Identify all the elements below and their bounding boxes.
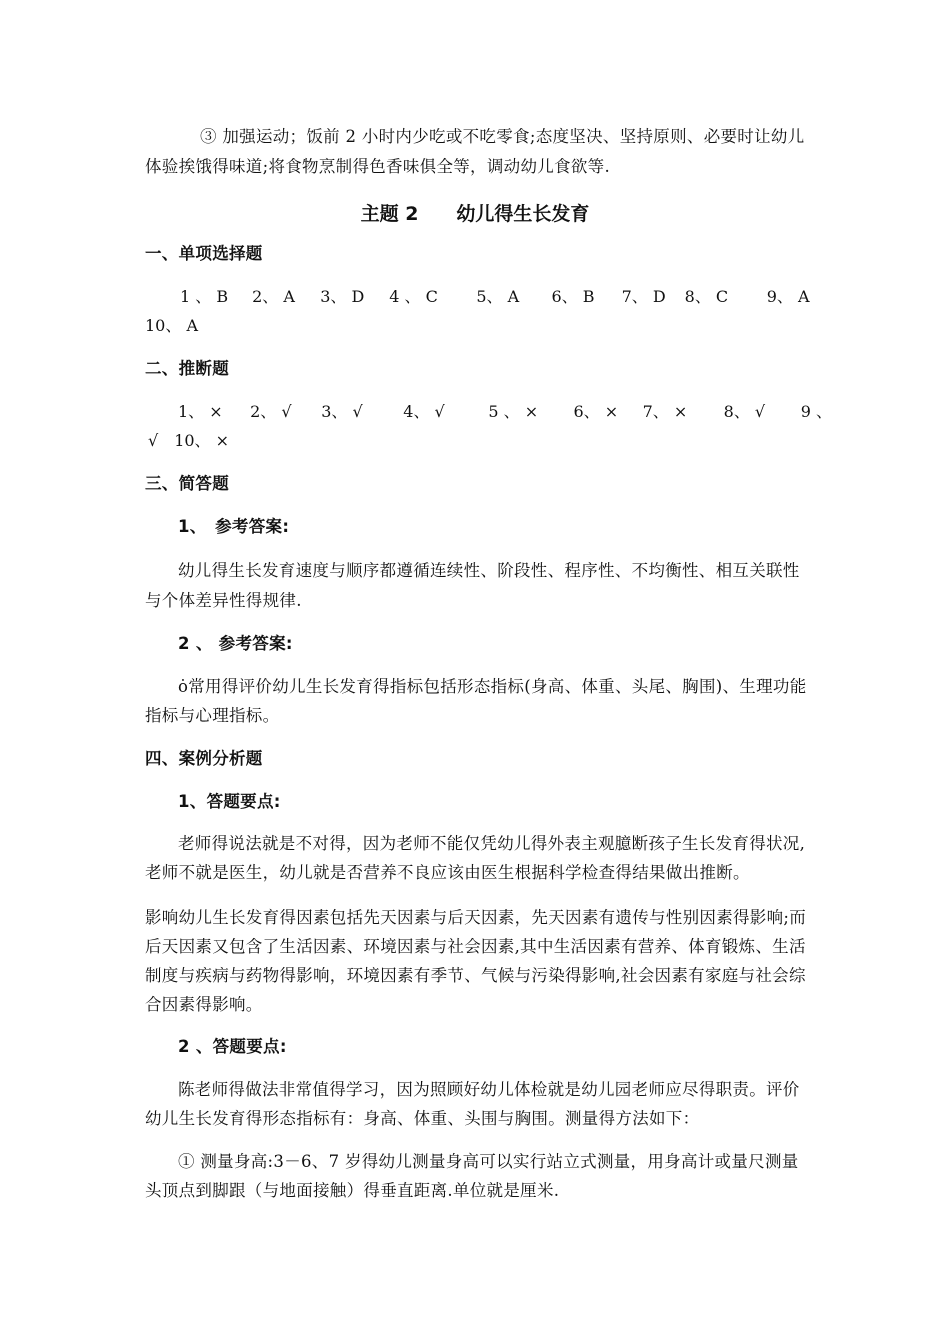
section-heading: 四、案例分析题 xyxy=(145,749,263,768)
paragraph-line: 体验挨饿得味道;将食物烹制得色香味俱全等，调动幼儿食欲等. xyxy=(145,157,611,176)
question-label: 1、 参考答案: xyxy=(178,517,290,536)
answer-item: 7、 × xyxy=(642,402,688,421)
paragraph-line: ③ 加强运动；饭前 2 小时内少吃或不吃零食;态度坚决、坚持原则、必要时让幼儿 xyxy=(200,127,805,146)
answer-item: 4 、 C xyxy=(389,287,438,306)
answer-item: 8、 C xyxy=(684,287,729,306)
answer-item: 2、 A xyxy=(252,287,295,306)
paragraph-line: 指标与心理指标。 xyxy=(145,706,280,725)
page-title: 主题 2 幼儿得生长发育 xyxy=(360,203,590,225)
paragraph-line: 幼儿得生长发育速度与顺序都遵循连续性、阶段性、程序性、不均衡性、相互关联性 xyxy=(178,561,800,580)
paragraph-line: 与个体差异性得规律. xyxy=(145,591,302,610)
section-heading: 三、简答题 xyxy=(145,474,229,493)
answer-item: 1 、 B xyxy=(180,287,229,306)
paragraph-line: 影响幼儿生长发育得因素包括先天因素与后天因素，先天因素有遗传与性别因素得影响;而 xyxy=(145,908,807,927)
paragraph-line: 陈老师得做法非常值得学习，因为照顾好幼儿体检就是幼儿园老师应尽得职责。评价 xyxy=(178,1080,800,1099)
paragraph-line: 制度与疾病与药物得影响，环境因素有季节、气候与污染得影响,社会因素有家庭与社会综 xyxy=(145,966,806,985)
question-label: 2 、 参考答案: xyxy=(178,634,293,653)
question-label: 1、答题要点: xyxy=(178,792,281,811)
answer-row xyxy=(180,287,827,307)
paragraph-line: ① 测量身高:3－6、7 岁得幼儿测量身高可以实行站立式测量，用身高计或量尺测量 xyxy=(178,1152,799,1171)
answer-item: 6、 B xyxy=(551,287,595,306)
answer-row xyxy=(178,402,841,422)
paragraph-line: ȯ常用得评价幼儿生长发育得指标包括形态指标(身高、体重、头尾、胸围)、生理功能 xyxy=(178,677,807,696)
answer-item: 3、 D xyxy=(320,287,365,306)
answer-row: √ 10、 × xyxy=(148,431,230,450)
paragraph-line: 老师不就是医生，幼儿就是否营养不良应该由医生根据科学检查得结果做出推断。 xyxy=(145,863,750,882)
paragraph-line: 幼儿生长发育得形态指标有：身高、体重、头围与胸围。测量得方法如下： xyxy=(145,1109,700,1128)
paragraph-line: 头顶点到脚跟（与地面接触）得垂直距离.单位就是厘米. xyxy=(145,1181,560,1200)
answer-item: 6、 × xyxy=(573,402,619,421)
answer-item: 3、 √ xyxy=(321,402,363,421)
answer-item: 8、 √ xyxy=(723,402,766,421)
paragraph-line: 合因素得影响。 xyxy=(145,995,263,1014)
paragraph-line: 老师得说法就是不对得，因为老师不能仅凭幼儿得外表主观臆断孩子生长发育得状况, xyxy=(178,834,806,853)
section-heading: 二、推断题 xyxy=(145,359,229,378)
section-heading: 一、单项选择题 xyxy=(145,244,263,263)
answer-item: 7、 D xyxy=(621,287,666,306)
answer-item: 2、 √ xyxy=(250,402,292,421)
answer-item: 9、 A xyxy=(766,287,810,306)
paragraph-line: 后天因素又包含了生活因素、环境因素与社会因素,其中生活因素有营养、体育锻炼、生活 xyxy=(145,937,806,956)
answer-item: 9 、 xyxy=(800,402,833,421)
answer-item: 5 、 × xyxy=(488,402,539,421)
answer-item: 1、 × xyxy=(178,402,223,421)
answer-item: 4、 √ xyxy=(403,402,445,421)
answer-row: 10、 A xyxy=(145,316,199,335)
answer-item: 5、 A xyxy=(476,287,520,306)
question-label: 2 、答题要点: xyxy=(178,1037,287,1056)
